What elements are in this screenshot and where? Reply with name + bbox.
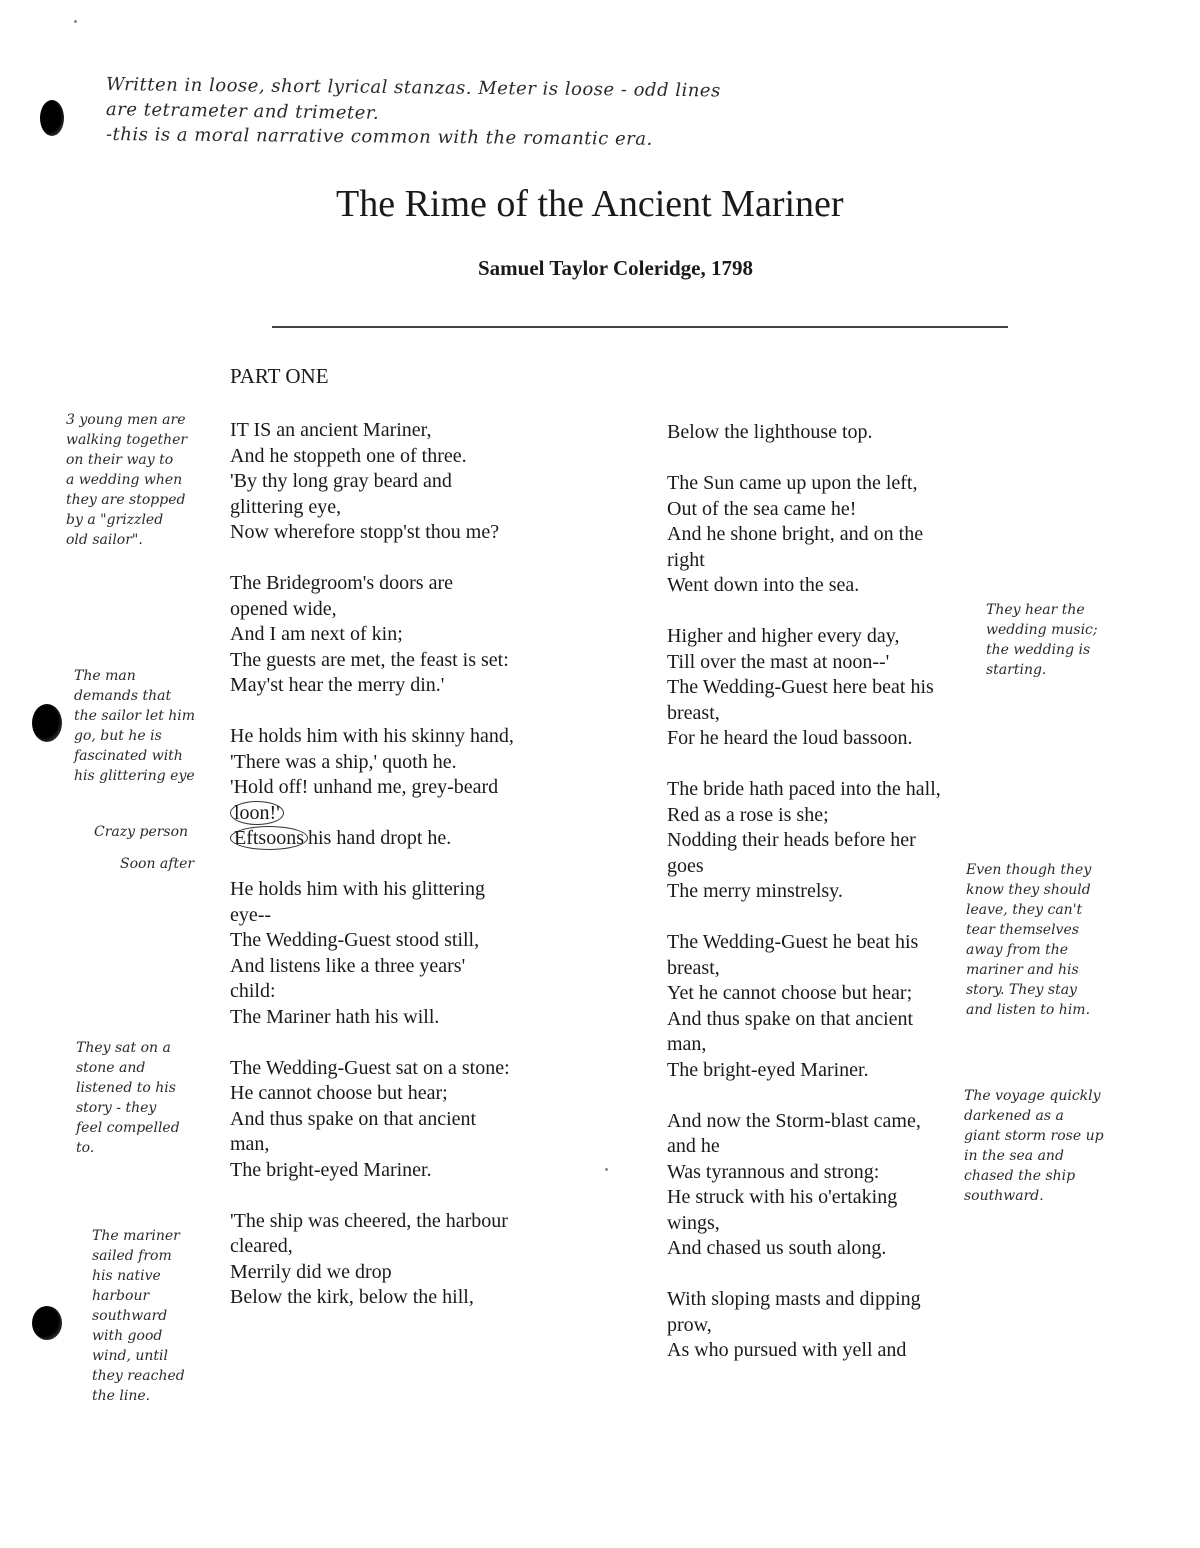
margin-note-mariner-sailed xyxy=(92,1226,185,1406)
note-line: they are stopped xyxy=(66,492,186,508)
note-line: Even though they xyxy=(966,862,1092,878)
note-line: They hear the xyxy=(986,602,1085,618)
part-heading: PART ONE xyxy=(230,364,329,388)
margin-note-young-men xyxy=(66,410,187,550)
verse-line: cleared, xyxy=(230,1235,293,1257)
note-line: the wedding is xyxy=(986,642,1091,658)
verse-line: And he shone bright, and on the xyxy=(667,523,924,545)
stanza xyxy=(667,777,967,905)
verse-line: He struck with his o'ertaking xyxy=(667,1186,898,1208)
note-line: they reached xyxy=(92,1368,185,1384)
scan-speck xyxy=(74,20,77,23)
verse-line: 'There was a ship,' quoth he. xyxy=(230,750,457,773)
verse-line: He holds him with his skinny hand, xyxy=(230,725,514,747)
stanza xyxy=(230,418,620,546)
note-line: wind, until xyxy=(92,1348,168,1364)
note-line: old sailor". xyxy=(66,532,143,548)
handwritten-top-note xyxy=(105,72,721,150)
punch-hole-middle xyxy=(32,704,62,742)
punch-hole-bottom xyxy=(32,1306,62,1340)
verse-line: The Wedding-Guest here beat his xyxy=(667,676,934,698)
verse-line: child: xyxy=(230,980,276,1002)
poem-column-right xyxy=(667,420,967,1389)
verse-line: Went down into the sea. xyxy=(667,574,860,596)
punch-hole-top xyxy=(40,100,64,136)
note-line: his glittering eye xyxy=(74,768,195,784)
verse-line: The Wedding-Guest sat on a stone: xyxy=(230,1056,510,1079)
verse-line: Nodding their heads before her xyxy=(667,829,916,851)
top-note-line: -this is a moral narrative common with the romantic era. xyxy=(105,124,653,150)
margin-note-wedding-music xyxy=(986,600,1098,680)
verse-line: And he stoppeth one of three. xyxy=(230,444,467,467)
verse-line: The bride hath paced into the hall, xyxy=(667,778,941,800)
verse-line: 'Hold off! unhand me, grey-beard xyxy=(230,776,499,798)
verse-line: The Bridegroom's doors are xyxy=(230,572,453,594)
verse-line: Merrily did we drop xyxy=(230,1260,392,1283)
verse-line: As who pursued with yell and xyxy=(667,1339,907,1361)
note-line: tear themselves xyxy=(966,922,1079,938)
note-line: wedding music; xyxy=(986,622,1098,638)
note-line: Crazy person xyxy=(94,824,189,840)
verse-line: Now wherefore stopp'st thou me? xyxy=(230,521,500,543)
note-line: harbour xyxy=(92,1288,150,1304)
verse-text: his hand dropt he. xyxy=(308,827,452,849)
verse-line: opened wide, xyxy=(230,597,337,620)
note-line: southward xyxy=(92,1308,168,1324)
poem-title: The Rime of the Ancient Mariner xyxy=(336,183,844,225)
note-line: The man xyxy=(74,668,136,684)
verse-line: goes xyxy=(667,854,704,877)
verse-line: Higher and higher every day, xyxy=(667,625,900,647)
verse-line: glittering eye, xyxy=(230,495,342,518)
title-divider xyxy=(272,326,1008,328)
note-line: the line. xyxy=(92,1388,151,1404)
stanza xyxy=(667,624,967,752)
stanza xyxy=(667,1109,967,1262)
verse-line xyxy=(230,801,620,827)
note-line: starting. xyxy=(986,662,1047,678)
verse-line: Till over the mast at noon--' xyxy=(667,650,890,673)
verse-line: The bright-eyed Mariner. xyxy=(667,1058,869,1081)
top-note-line: are tetrameter and trimeter. xyxy=(105,99,380,124)
verse-line: The guests are met, the feast is set: xyxy=(230,648,509,671)
note-line: leave, they can't xyxy=(966,902,1083,918)
stanza xyxy=(230,1209,620,1311)
note-line: the sailor let him xyxy=(74,708,196,724)
verse-line: Below the lighthouse top. xyxy=(667,421,873,443)
verse-line: right xyxy=(667,548,705,571)
note-line: 3 young men are xyxy=(66,412,186,428)
verse-line: And now the Storm-blast came, xyxy=(667,1109,921,1132)
margin-note-voyage-darkened xyxy=(964,1086,1104,1206)
margin-note-soon-after xyxy=(120,854,194,874)
note-line: southward. xyxy=(964,1188,1044,1204)
stanza xyxy=(230,1056,620,1184)
note-line: feel compelled xyxy=(76,1120,180,1136)
margin-note-crazy-person xyxy=(94,822,188,842)
note-line: know they should xyxy=(966,882,1091,898)
verse-line: The Sun came up upon the left, xyxy=(667,472,918,494)
note-line: story. They stay xyxy=(966,982,1077,998)
verse-line: eye-- xyxy=(230,903,272,926)
verse-line: man, xyxy=(667,1033,707,1055)
margin-note-man-demands xyxy=(74,666,195,786)
verse-line: And thus spake on that ancient xyxy=(667,1007,914,1030)
note-line: mariner and his xyxy=(966,962,1079,978)
verse-line: wings, xyxy=(667,1211,720,1234)
note-line: by a "grizzled xyxy=(66,512,164,528)
verse-line: breast, xyxy=(667,701,720,724)
verse-line: Yet he cannot choose but hear; xyxy=(667,982,913,1004)
verse-line: 'The ship was cheered, the harbour xyxy=(230,1209,508,1232)
note-line: away from the xyxy=(966,942,1068,958)
verse-line: He holds him with his glittering xyxy=(230,878,485,900)
verse-line: May'st hear the merry din.' xyxy=(230,674,445,696)
verse-line: For he heard the loud bassoon. xyxy=(667,727,913,749)
stanza xyxy=(667,1287,967,1364)
note-line: his native xyxy=(92,1268,161,1284)
stanza xyxy=(230,877,620,1030)
verse-line: and he xyxy=(667,1135,720,1157)
note-line: The voyage quickly xyxy=(964,1088,1101,1104)
note-line: They sat on a xyxy=(76,1040,171,1056)
verse-line: And I am next of kin; xyxy=(230,623,403,645)
note-line: listened to his xyxy=(76,1080,176,1096)
margin-note-even-though xyxy=(966,860,1091,1020)
verse-line: The Mariner hath his will. xyxy=(230,1005,440,1028)
stanza xyxy=(230,571,620,699)
verse-line: 'By thy long gray beard and xyxy=(230,470,452,492)
verse-line: man, xyxy=(230,1133,270,1155)
verse-line: breast, xyxy=(667,956,720,979)
note-line: with good xyxy=(92,1328,163,1344)
verse-line: prow, xyxy=(667,1313,712,1336)
top-note-line: Written in loose, short lyrical stanzas. Meter is loose - odd lines xyxy=(105,74,721,102)
verse-line: The Wedding-Guest stood still, xyxy=(230,929,480,951)
verse-line: Below the kirk, below the hill, xyxy=(230,1286,474,1308)
note-line: darkened as a xyxy=(964,1108,1064,1124)
verse-line: Out of the sea came he! xyxy=(667,497,857,520)
note-line: story - they xyxy=(76,1100,157,1116)
note-line: The mariner xyxy=(92,1228,180,1244)
verse-line: The Wedding-Guest he beat his xyxy=(667,931,919,953)
margin-note-sat-on-stone xyxy=(76,1038,180,1158)
stanza xyxy=(667,471,967,599)
stanza xyxy=(667,420,967,446)
note-line: a wedding when xyxy=(66,472,183,488)
verse-line: The merry minstrelsy. xyxy=(667,880,843,902)
circled-word: Eftsoons xyxy=(230,826,308,850)
verse-line: And listens like a three years' xyxy=(230,954,466,977)
note-line: Soon after xyxy=(120,856,195,872)
note-line: and listen to him. xyxy=(966,1002,1091,1018)
verse-line: Was tyrannous and strong: xyxy=(667,1160,880,1183)
verse-line: Red as a rose is she; xyxy=(667,803,829,826)
verse-line: With sloping masts and dipping xyxy=(667,1288,921,1310)
stanza xyxy=(667,930,967,1083)
note-line: fascinated with xyxy=(74,748,183,764)
circled-word: loon!' xyxy=(230,801,284,825)
note-line: go, but he is xyxy=(74,728,162,744)
note-line: to. xyxy=(76,1140,95,1156)
stanza xyxy=(230,724,620,852)
note-line: on their way to xyxy=(66,452,174,468)
note-line: walking together xyxy=(66,432,188,448)
verse-line: And chased us south along. xyxy=(667,1237,887,1259)
note-line: in the sea and xyxy=(964,1148,1064,1164)
note-line: stone and xyxy=(76,1060,146,1076)
poem-column-left xyxy=(230,418,620,1336)
verse-line: The bright-eyed Mariner. xyxy=(230,1158,432,1181)
note-line: giant storm rose up xyxy=(964,1128,1104,1144)
verse-line: And thus spake on that ancient xyxy=(230,1107,477,1130)
poem-author: Samuel Taylor Coleridge, 1798 xyxy=(478,256,753,280)
verse-line: He cannot choose but hear; xyxy=(230,1082,448,1104)
verse-line xyxy=(230,826,620,852)
note-line: sailed from xyxy=(92,1248,172,1264)
verse-line: IT IS an ancient Mariner, xyxy=(230,419,432,441)
note-line: chased the ship xyxy=(964,1168,1076,1184)
note-line: demands that xyxy=(74,688,172,704)
